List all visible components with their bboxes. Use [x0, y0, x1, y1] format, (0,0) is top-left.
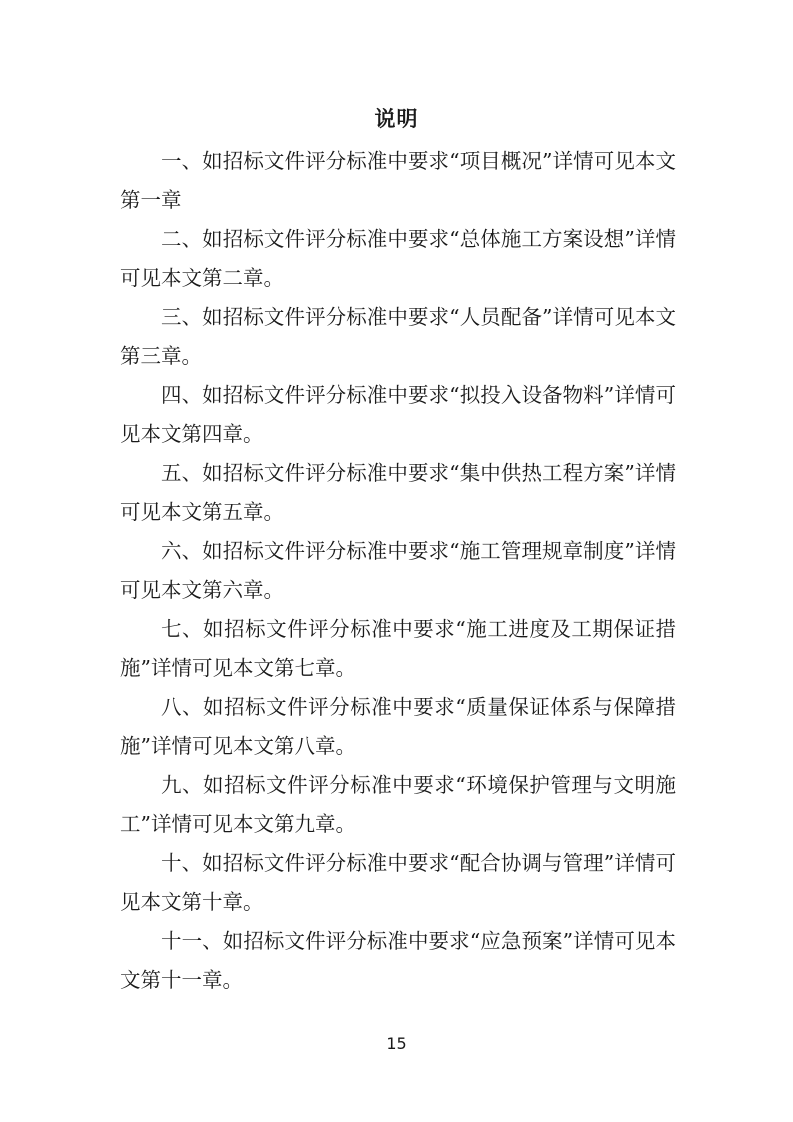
page-number: 15	[386, 1034, 407, 1053]
paragraph-8: 八、如招标文件评分标准中要求“质量保证体系与保障措施”详情可见本文第八章。	[120, 695, 676, 758]
paragraph-5: 五、如招标文件评分标准中要求“集中供热工程方案”详情可见本文第五章。	[120, 461, 676, 524]
paragraph-11: 十一、如招标文件评分标准中要求“应急预案”详情可见本文第十一章。	[120, 929, 676, 992]
document-body	[120, 142, 676, 1000]
paragraph-6: 六、如招标文件评分标准中要求“施工管理规章制度”详情可见本文第六章。	[120, 539, 676, 602]
paragraph-9: 九、如招标文件评分标准中要求“环境保护管理与文明施工”详情可见本文第九章。	[120, 773, 676, 836]
document-title: 说明	[374, 106, 419, 131]
paragraph-1: 一、如招标文件评分标准中要求“项目概况”详情可见本文第一章	[120, 149, 676, 212]
paragraph-10: 十、如招标文件评分标准中要求“配合协调与管理”详情可见本文第十章。	[120, 851, 676, 914]
paragraph-7: 七、如招标文件评分标准中要求“施工进度及工期保证措施”详情可见本文第七章。	[120, 617, 676, 680]
paragraph-2: 二、如招标文件评分标准中要求“总体施工方案设想”详情可见本文第二章。	[120, 227, 676, 290]
paragraph-3: 三、如招标文件评分标准中要求“人员配备”详情可见本文第三章。	[120, 305, 676, 368]
paragraph-4: 四、如招标文件评分标准中要求“拟投入设备物料”详情可见本文第四章。	[120, 383, 676, 446]
